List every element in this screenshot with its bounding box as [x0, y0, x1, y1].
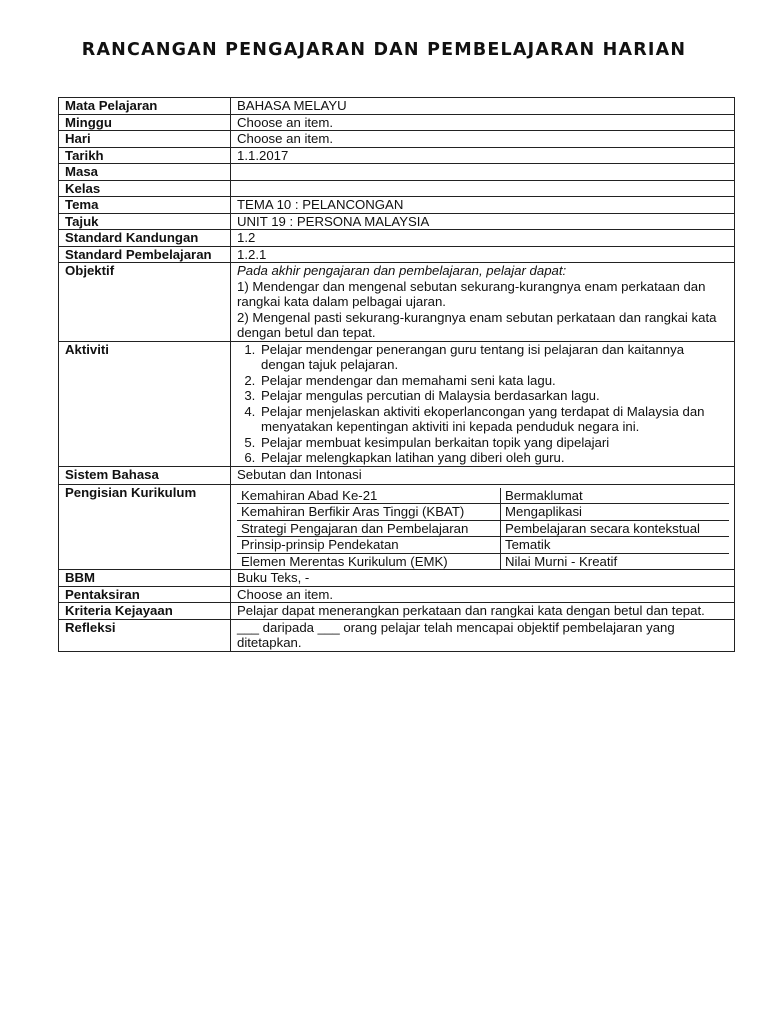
- pk-value[interactable]: Nilai Murni - Kreatif: [501, 553, 730, 569]
- value-refleksi[interactable]: ___ daripada ___ orang pelajar telah mencapai objektif pembelajaran yang ditetapkan.: [231, 619, 735, 651]
- pk-key: Strategi Pengajaran dan Pembelajaran: [237, 520, 501, 537]
- label-kriteria-kejayaan: Kriteria Kejayaan: [59, 603, 231, 620]
- value-masa[interactable]: [231, 164, 735, 181]
- row-kriteria-kejayaan: [59, 603, 735, 620]
- aktiviti-item: 4. Pelajar menjelaskan aktiviti ekoperlancongan yang terdapat di Malaysia dan menyatakan kepentingan aktiviti ini kepada penduduk negara ini.: [259, 404, 729, 435]
- row-sistem-bahasa: [59, 466, 735, 484]
- pk-row: [237, 488, 729, 504]
- pk-row: [237, 520, 729, 537]
- value-standard-kandungan[interactable]: 1.2: [231, 230, 735, 247]
- value-sistem-bahasa[interactable]: Sebutan dan Intonasi: [231, 466, 735, 484]
- pk-key: Prinsip-prinsip Pendekatan: [237, 537, 501, 554]
- value-tema[interactable]: TEMA 10 : PELANCONGAN: [231, 197, 735, 214]
- pentaksiran-dropdown[interactable]: Choose an item.: [231, 586, 735, 603]
- label-kelas: Kelas: [59, 180, 231, 197]
- pk-key: Kemahiran Berfikir Aras Tinggi (KBAT): [237, 504, 501, 521]
- value-tarikh[interactable]: 1.1.2017: [231, 147, 735, 164]
- value-aktiviti[interactable]: [231, 341, 735, 466]
- aktiviti-item: 5. Pelajar membuat kesimpulan berkaitan topik yang dipelajari: [259, 435, 729, 451]
- label-sistem-bahasa: Sistem Bahasa: [59, 466, 231, 484]
- value-kriteria-kejayaan[interactable]: Pelajar dapat menerangkan perkataan dan rangkai kata dengan betul dan tepat.: [231, 603, 735, 620]
- row-kelas: [59, 180, 735, 197]
- label-pengisian-kurikulum: Pengisian Kurikulum: [59, 484, 231, 570]
- label-minggu: Minggu: [59, 114, 231, 131]
- minggu-dropdown[interactable]: Choose an item.: [231, 114, 735, 131]
- row-mata-pelajaran: [59, 98, 735, 115]
- pk-row: [237, 537, 729, 554]
- row-tarikh: [59, 147, 735, 164]
- row-minggu: [59, 114, 735, 131]
- aktiviti-item: 3. Pelajar mengulas percutian di Malaysia berdasarkan lagu.: [259, 388, 729, 404]
- value-objektif[interactable]: [231, 263, 735, 342]
- label-aktiviti: Aktiviti: [59, 341, 231, 466]
- row-aktiviti: [59, 341, 735, 466]
- pk-key: Elemen Merentas Kurikulum (EMK): [237, 553, 501, 569]
- row-pentaksiran: [59, 586, 735, 603]
- aktiviti-item: 6. Pelajar melengkapkan latihan yang diberi oleh guru.: [259, 450, 729, 466]
- objektif-intro: Pada akhir pengajaran dan pembelajaran, pelajar dapat:: [237, 263, 567, 278]
- pk-value[interactable]: Mengaplikasi: [501, 504, 730, 521]
- label-tema: Tema: [59, 197, 231, 214]
- aktiviti-item: 2. Pelajar mendengar dan memahami seni kata lagu.: [259, 373, 729, 389]
- value-pengisian-kurikulum: [231, 484, 735, 570]
- row-hari: [59, 131, 735, 148]
- pk-key: Kemahiran Abad Ke-21: [237, 488, 501, 504]
- value-mata-pelajaran[interactable]: BAHASA MELAYU: [231, 98, 735, 115]
- label-hari: Hari: [59, 131, 231, 148]
- value-bbm[interactable]: Buku Teks, -: [231, 570, 735, 587]
- label-pentaksiran: Pentaksiran: [59, 586, 231, 603]
- value-kelas[interactable]: [231, 180, 735, 197]
- label-refleksi: Refleksi: [59, 619, 231, 651]
- value-standard-pembelajaran[interactable]: 1.2.1: [231, 246, 735, 263]
- lesson-plan-table: [58, 97, 735, 652]
- pk-value[interactable]: Tematik: [501, 537, 730, 554]
- row-bbm: [59, 570, 735, 587]
- pk-row: [237, 504, 729, 521]
- row-pengisian-kurikulum: [59, 484, 735, 570]
- pk-row: [237, 553, 729, 569]
- objektif-item: 2) Mengenal pasti sekurang-kurangnya enam sebutan perkataan dan rangkai kata dengan betul dan tepat.: [237, 309, 717, 340]
- row-standard-kandungan: [59, 230, 735, 247]
- label-objektif: Objektif: [59, 263, 231, 342]
- label-masa: Masa: [59, 164, 231, 181]
- row-objektif: [59, 263, 735, 342]
- aktiviti-list: [237, 342, 729, 466]
- row-standard-pembelajaran: [59, 246, 735, 263]
- label-tajuk: Tajuk: [59, 213, 231, 230]
- row-tajuk: [59, 213, 735, 230]
- label-mata-pelajaran: Mata Pelajaran: [59, 98, 231, 115]
- label-standard-kandungan: Standard Kandungan: [59, 230, 231, 247]
- label-tarikh: Tarikh: [59, 147, 231, 164]
- label-standard-pembelajaran: Standard Pembelajaran: [59, 246, 231, 263]
- pengisian-kurikulum-table: [237, 488, 729, 570]
- value-tajuk[interactable]: UNIT 19 : PERSONA MALAYSIA: [231, 213, 735, 230]
- page-title: RANCANGAN PENGAJARAN DAN PEMBELAJARAN HARIAN: [81, 40, 687, 60]
- label-bbm: BBM: [59, 570, 231, 587]
- row-tema: [59, 197, 735, 214]
- pk-value[interactable]: Pembelajaran secara kontekstual: [501, 520, 730, 537]
- aktiviti-item: 1. Pelajar mendengar penerangan guru tentang isi pelajaran dan kaitannya dengan tajuk pelajaran.: [259, 342, 729, 373]
- hari-dropdown[interactable]: Choose an item.: [231, 131, 735, 148]
- pk-value[interactable]: Bermaklumat: [501, 488, 730, 504]
- row-masa: [59, 164, 735, 181]
- row-refleksi: [59, 619, 735, 651]
- objektif-item: 1) Mendengar dan mengenal sebutan sekurang-kurangnya enam perkataan dan rangkai kata dalam pelbagai ujaran.: [237, 278, 706, 309]
